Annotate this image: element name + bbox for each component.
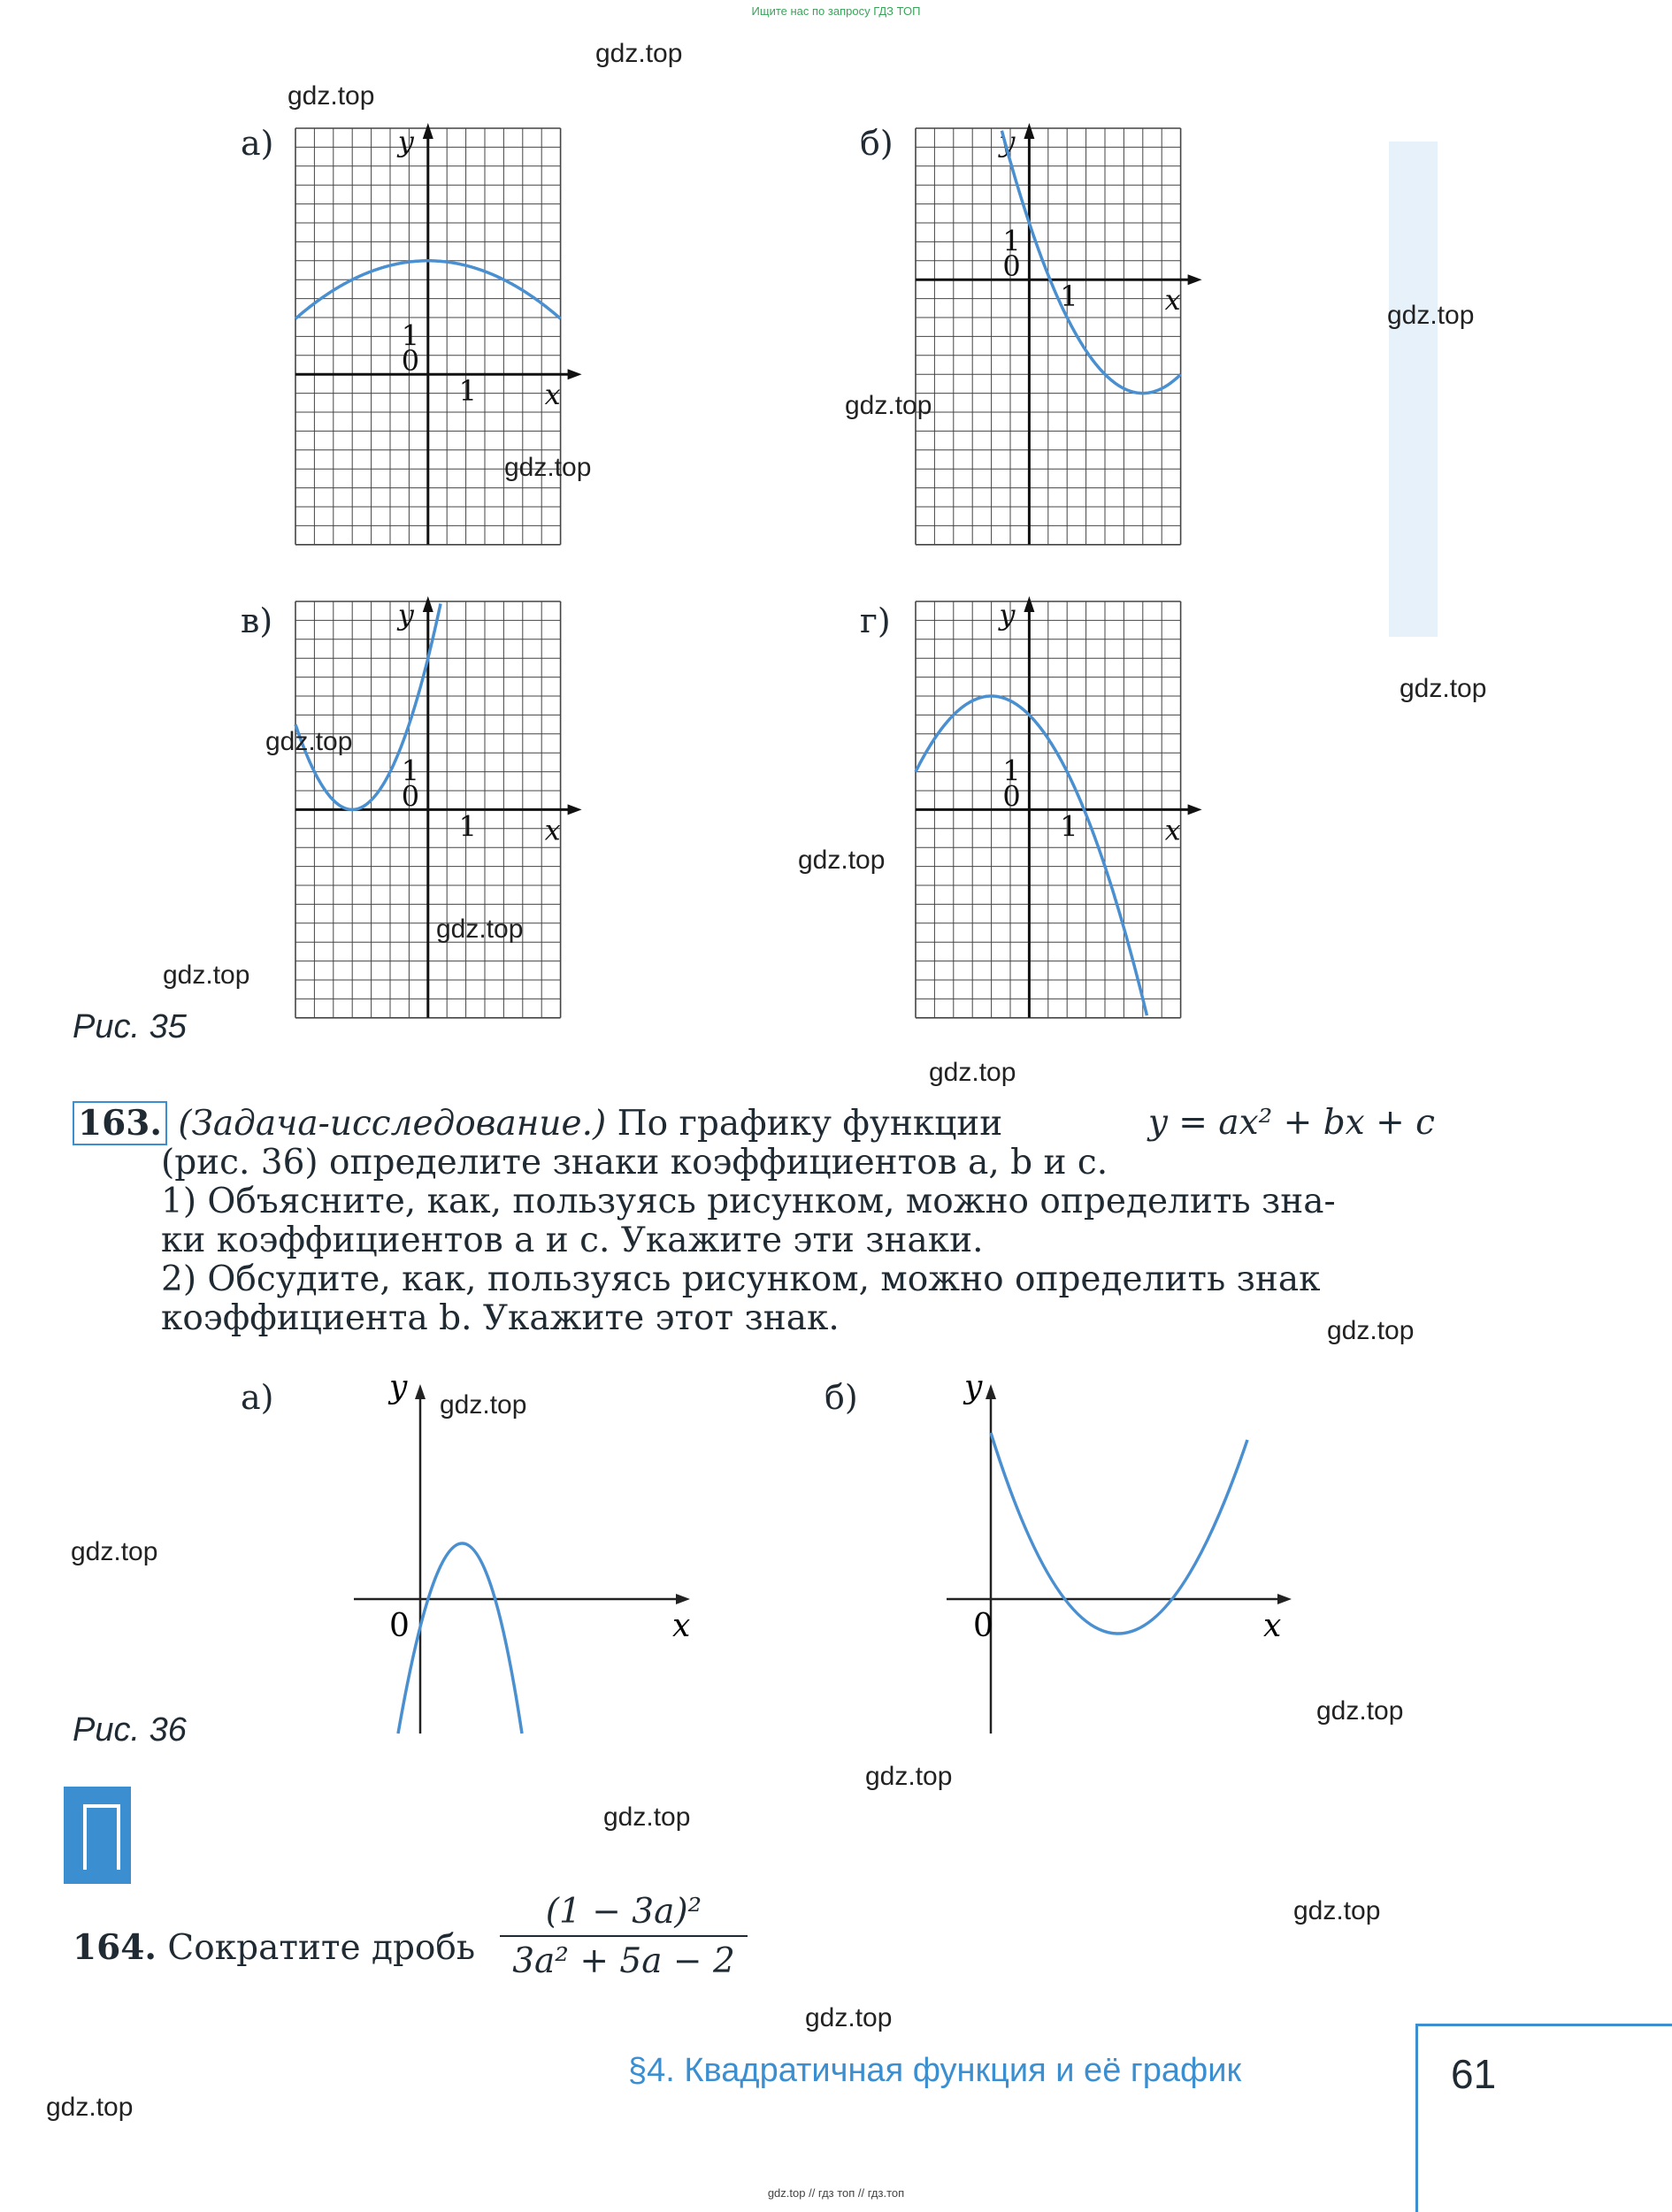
task163-intro: По графику функции (617, 1104, 1003, 1144)
fig35v-label: в) (241, 601, 273, 640)
origin-label: 0 (401, 344, 420, 379)
fig35b-label: б) (860, 124, 894, 163)
y-axis-label: y (397, 125, 414, 158)
fig35b-graph (916, 123, 1202, 545)
fig36b-y-label: y (964, 1369, 983, 1405)
x-tick-label: 1 (1060, 809, 1078, 844)
fig36-caption: Рис. 36 (73, 1711, 187, 1749)
x-axis-label: x (1164, 283, 1181, 318)
task164 (73, 1928, 475, 1968)
footer-section-title: §4. Квадратичная функция и её график (628, 2052, 1242, 2089)
fig36b-parabola (991, 1433, 1247, 1634)
grid (916, 128, 1181, 545)
task164-fraction (500, 1893, 748, 1981)
watermark-12: gdz.top (1327, 1316, 1415, 1345)
figure36-graphs (0, 1362, 1672, 1751)
task163-type: (Задача-исследование.) (178, 1104, 607, 1144)
origin-label: 0 (1002, 779, 1021, 814)
fig36a-parabola (398, 1543, 522, 1734)
fig35v-graph (295, 596, 582, 1018)
watermark-6: gdz.top (1400, 674, 1487, 703)
origin-label: 0 (401, 779, 420, 814)
task163-number: 163. (73, 1101, 167, 1145)
x-arrow (568, 804, 582, 815)
origin-label: 0 (1002, 249, 1021, 284)
watermark-18: gdz.top (1293, 1896, 1381, 1925)
fig36b-axes (947, 1369, 1292, 1734)
task163-line4: ки коэффициентов a и c. Укажите эти знаки. (161, 1221, 984, 1260)
figure35-graphs (0, 0, 1672, 1097)
x-axis-label: x (1164, 813, 1181, 847)
fig35g-graph (916, 596, 1202, 1018)
watermark-5: gdz.top (504, 453, 592, 482)
watermark-20: gdz.top (46, 2093, 134, 2122)
task164-text: Сократите дробь (167, 1928, 476, 1968)
fig36b-x-label: x (1263, 1608, 1282, 1644)
fig35g-label: г) (860, 601, 891, 640)
watermark-8: gdz.top (798, 846, 886, 875)
watermark-16: gdz.top (865, 1762, 953, 1791)
x-axis-label: x (544, 378, 561, 412)
fig36a-x-label: x (672, 1608, 691, 1644)
fig36a-axes (354, 1369, 690, 1734)
watermark-9: gdz.top (436, 915, 524, 944)
task164-number: 164. (73, 1927, 157, 1968)
fig36a-label: а) (241, 1378, 274, 1417)
watermark-15: gdz.top (1316, 1696, 1404, 1726)
watermark-19: gdz.top (805, 2003, 893, 2032)
y-axis-label: y (999, 125, 1016, 158)
x-arrow (568, 369, 582, 379)
top-watermark-note: Ищите нас по запросу ГДЗ ТОП (751, 4, 921, 18)
fig36a-y-label: y (389, 1369, 408, 1405)
y-tick-label: 1 (401, 754, 420, 788)
task163-formula: y = ax² + bx + c (1147, 1103, 1435, 1143)
watermark-1: gdz.top (595, 39, 683, 68)
y-tick-label: 1 (1002, 754, 1021, 788)
x-arrow (1188, 274, 1202, 285)
y-arrow (1024, 596, 1034, 612)
task164-numerator: (1 − 3a)² (500, 1893, 748, 1937)
fig35-caption: Рис. 35 (73, 1008, 187, 1045)
task163-line2: (рис. 36) определите знаки коэффициентов a, b и c. (161, 1143, 1108, 1183)
fig36a-origin-label: 0 (389, 1608, 410, 1644)
x-tick-label: 1 (458, 809, 477, 844)
y-axis-label: y (397, 598, 414, 631)
watermark-17: gdz.top (603, 1803, 691, 1832)
task163 (73, 1104, 1435, 1338)
fig36b-label: б) (824, 1378, 858, 1417)
watermark-7: gdz.top (265, 727, 353, 756)
watermark-14: gdz.top (71, 1537, 158, 1566)
x-axis-label: x (544, 813, 561, 847)
bottom-watermark-note: gdz.top // гдз топ // гдз.топ (767, 2186, 905, 2200)
watermark-11: gdz.top (929, 1058, 1016, 1087)
y-tick-label: 1 (401, 318, 420, 353)
y-arrow (1024, 123, 1034, 139)
x-tick-label: 1 (1060, 279, 1078, 314)
watermark-13: gdz.top (440, 1390, 527, 1420)
y-arrow (423, 123, 433, 139)
watermark-10: gdz.top (163, 961, 250, 990)
task163-line5: 2) Обсудите, как, пользуясь рисунком, можно определить знак (161, 1259, 1321, 1299)
y-arrow (423, 596, 433, 612)
y-axis-label: y (999, 598, 1016, 631)
task164-denominator: 3a² + 5a − 2 (512, 1941, 735, 1981)
task163-line3: 1) Объясните, как, пользуясь рисунком, можно определить зна- (161, 1182, 1336, 1221)
section-marker-icon (83, 1804, 120, 1870)
page-number: 61 (1451, 2051, 1497, 2097)
x-tick-label: 1 (458, 374, 477, 409)
fig35a-label: а) (241, 124, 274, 163)
y-tick-label: 1 (1002, 224, 1021, 258)
watermark-2: gdz.top (288, 81, 375, 111)
watermark-3: gdz.top (1387, 301, 1475, 330)
fig36b-origin-label: 0 (973, 1608, 993, 1644)
parabola-curve (916, 696, 1147, 1015)
watermark-4: gdz.top (845, 391, 932, 420)
task163-line6: коэффициента b. Укажите этот знак. (161, 1298, 840, 1338)
x-arrow (1188, 804, 1202, 815)
task163-line1 (73, 1104, 1435, 1144)
